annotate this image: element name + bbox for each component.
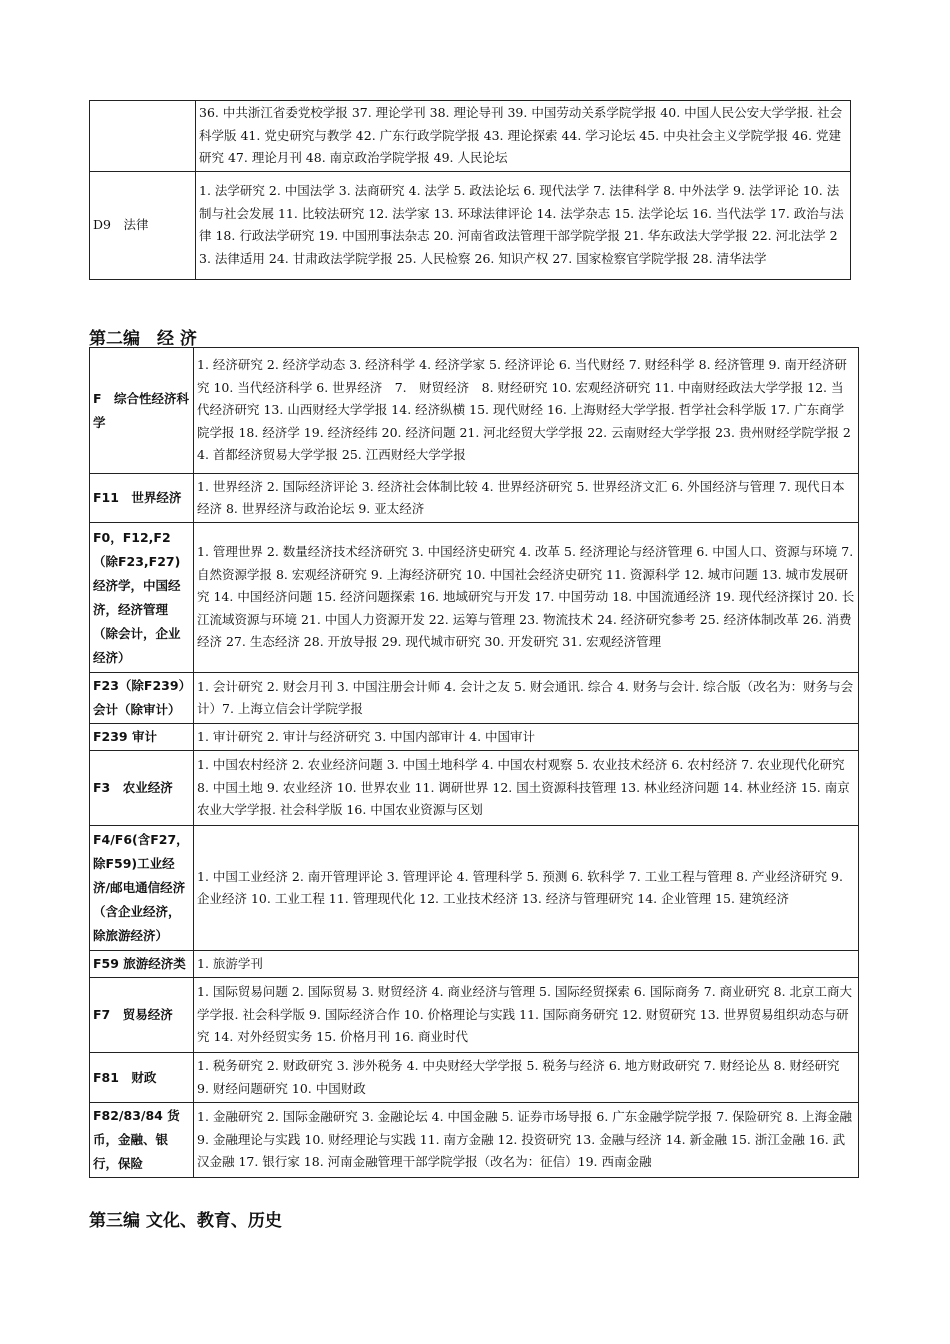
- journal-list-cell: 1. 旅游学刊: [194, 951, 859, 978]
- journal-list-cell: 1. 税务研究 2. 财政研究 3. 涉外税务 4. 中央财经大学学报 5. 税务与经济 6. 地方财政研究 7. 财经论丛 8. 财经研究 9. 财经问题研究 10. 中国财政: [194, 1053, 859, 1103]
- table-row: [90, 951, 859, 978]
- table-row: [90, 978, 859, 1053]
- journal-table-law: [89, 100, 851, 280]
- table-row: [90, 101, 851, 172]
- table-row: [90, 826, 859, 951]
- journal-list-cell: 1. 管理世界 2. 数量经济技术经济研究 3. 中国经济史研究 4. 改革 5. 经济理论与经济管理 6. 中国人口、资源与环境 7. 自然资源学报 8. 宏观经济研究 9. 上海经济研究 10. 中国社会经济史研究 11. 资源科学 12. 城市问题 13. 城市发展研究 14. 中国经济问题 15. 经济问题探索 16. 地域研究与开发 17. 中国劳动 18. 中国流通经济 19. 现代经济探讨 20. 长江流域资源与环境 21. 中国人力资源开发 22. 运筹与管理 23. 物流技术 24. 经济研究参考 25. 经济体制改革 26. 消费经济 27. 生态经济 28. 开放导报 29. 现代城市研究 30. 开发研究 31. 宏观经济管理: [194, 523, 859, 673]
- journal-list-cell: 1. 国际贸易问题 2. 国际贸易 3. 财贸经济 4. 商业经济与管理 5. 国际经贸探索 6. 国际商务 7. 商业研究 8. 北京工商大学学报. 社会科学版 9. 国际经济合作 10. 价格理论与实践 11. 国际商务研究 12. 财贸研究 13. 世界贸易组织动态与研究 14. 对外经贸实务 15. 价格月刊 16. 商业时代: [194, 978, 859, 1053]
- table-row: [90, 1053, 859, 1103]
- table-row: [90, 171, 851, 279]
- journal-list-cell: 1. 经济研究 2. 经济学动态 3. 经济科学 4. 经济学家 5. 经济评论 6. 当代财经 7. 财经科学 8. 经济管理 9. 南开经济研究 10. 当代经济科学 6. 世界经济 7. 财贸经济 8. 财经研究 10. 宏观经济研究 11. 中南财经政法大学学报 12. 当代经济研究 13. 山西财经大学学报 14. 经济纵横 15. 现代财经 16. 上海财经大学学报. 哲学社会科学版 17. 广东商学院学报 18. 经济学 19. 经济经纬 20. 经济问题 21. 河北经贸大学学报 22. 云南财经大学学报 23. 贵州财经学院学报 24. 首都经济贸易大学学报 25. 江西财经大学学报: [194, 348, 859, 474]
- journal-list-cell: 1. 金融研究 2. 国际金融研究 3. 金融论坛 4. 中国金融 5. 证券市场导报 6. 广东金融学院学报 7. 保险研究 8. 上海金融 9. 金融理论与实践 10. 财经理论与实践 11. 南方金融 12. 投资研究 13. 金融与经济 14. 新金融 15. 浙江金融 16. 武汉金融 17. 银行家 18. 河南金融管理干部学院学报（改名为：征信）19. 西南金融: [194, 1103, 859, 1178]
- journal-list-cell: 1. 中国农村经济 2. 农业经济问题 3. 中国土地科学 4. 中国农村观察 5. 农业技术经济 6. 农村经济 7. 农业现代化研究 8. 中国土地 9. 农业经济 10. 世界农业 11. 调研世界 12. 国土资源科技管理 13. 林业经济问题 14. 林业经济 15. 南京农业大学学报. 社会科学版 16. 中国农业资源与区划: [194, 751, 859, 826]
- table-row: [90, 673, 859, 724]
- table-row: [90, 751, 859, 826]
- table-row: [90, 1103, 859, 1178]
- journal-list-cell: 36. 中共浙江省委党校学报 37. 理论学刊 38. 理论导刊 39. 中国劳动关系学院学报 40. 中国人民公安大学学报. 社会科学版 41. 党史研究与教学 42. 广东行政学院学报 43. 理论探索 44. 学习论坛 45. 中央社会主义学院学报 46. 党建研究 47. 理论月刊 48. 南京政治学院学报 49. 人民论坛: [196, 101, 851, 172]
- category-cell: [90, 101, 196, 172]
- category-cell: F7 贸易经济: [90, 978, 194, 1053]
- category-cell: F11 世界经济: [90, 474, 194, 523]
- category-cell: F23（除F239）会计（除审计）: [90, 673, 194, 724]
- table-row: [90, 724, 859, 751]
- journal-list-cell: 1. 中国工业经济 2. 南开管理评论 3. 管理评论 4. 管理科学 5. 预测 6. 软科学 7. 工业工程与管理 8. 产业经济研究 9. 企业经济 10. 工业工程 11. 管理现代化 12. 工业技术经济 13. 经济与管理研究 14. 企业管理 15. 建筑经济: [194, 826, 859, 951]
- category-cell: F4/F6(含F27，除F59)工业经济/邮电通信经济（含企业经济，除旅游经济）: [90, 826, 194, 951]
- category-cell: F81 财政: [90, 1053, 194, 1103]
- journal-list-cell: 1. 法学研究 2. 中国法学 3. 法商研究 4. 法学 5. 政法论坛 6. 现代法学 7. 法律科学 8. 中外法学 9. 法学评论 10. 法制与社会发展 11. 比较法研究 12. 法学家 13. 环球法律评论 14. 法学杂志 15. 法学论坛 16. 当代法学 17. 政治与法律 18. 行政法学研究 19. 中国刑事法杂志 20. 河南省政法管理干部学院学报 21. 华东政法大学学报 22. 河北法学 23. 法律适用 24. 甘肃政法学院学报 25. 人民检察 26. 知识产权 27. 国家检察官学院学报 28. 清华法学: [196, 171, 851, 279]
- journal-list-cell: 1. 审计研究 2. 审计与经济研究 3. 中国内部审计 4. 中国审计: [194, 724, 859, 751]
- category-cell: F0，F12,F2（除F23,F27)经济学，中国经济，经济管理（除会计，企业经济）: [90, 523, 194, 673]
- category-cell: F 综合性经济科学: [90, 348, 194, 474]
- section-heading-economics: 第二编 经 济: [89, 329, 197, 349]
- table-row: [90, 348, 859, 474]
- journal-table-economics: [89, 347, 859, 1178]
- section-heading-culture-education-history: 第三编 文化、教育、历史: [89, 1211, 282, 1231]
- journal-list-cell: 1. 世界经济 2. 国际经济评论 3. 经济社会体制比较 4. 世界经济研究 5. 世界经济文汇 6. 外国经济与管理 7. 现代日本经济 8. 世界经济与政治论坛 9. 亚太经济: [194, 474, 859, 523]
- category-cell: F239 审计: [90, 724, 194, 751]
- category-cell: D9 法律: [90, 171, 196, 279]
- table-row: [90, 523, 859, 673]
- category-cell: F59 旅游经济类: [90, 951, 194, 978]
- journal-list-cell: 1. 会计研究 2. 财会月刊 3. 中国注册会计师 4. 会计之友 5. 财会通讯. 综合 4. 财务与会计. 综合版（改名为：财务与会计）7. 上海立信会计学院学报: [194, 673, 859, 724]
- table-row: [90, 474, 859, 523]
- category-cell: F82/83/84 货币，金融、银行，保险: [90, 1103, 194, 1178]
- category-cell: F3 农业经济: [90, 751, 194, 826]
